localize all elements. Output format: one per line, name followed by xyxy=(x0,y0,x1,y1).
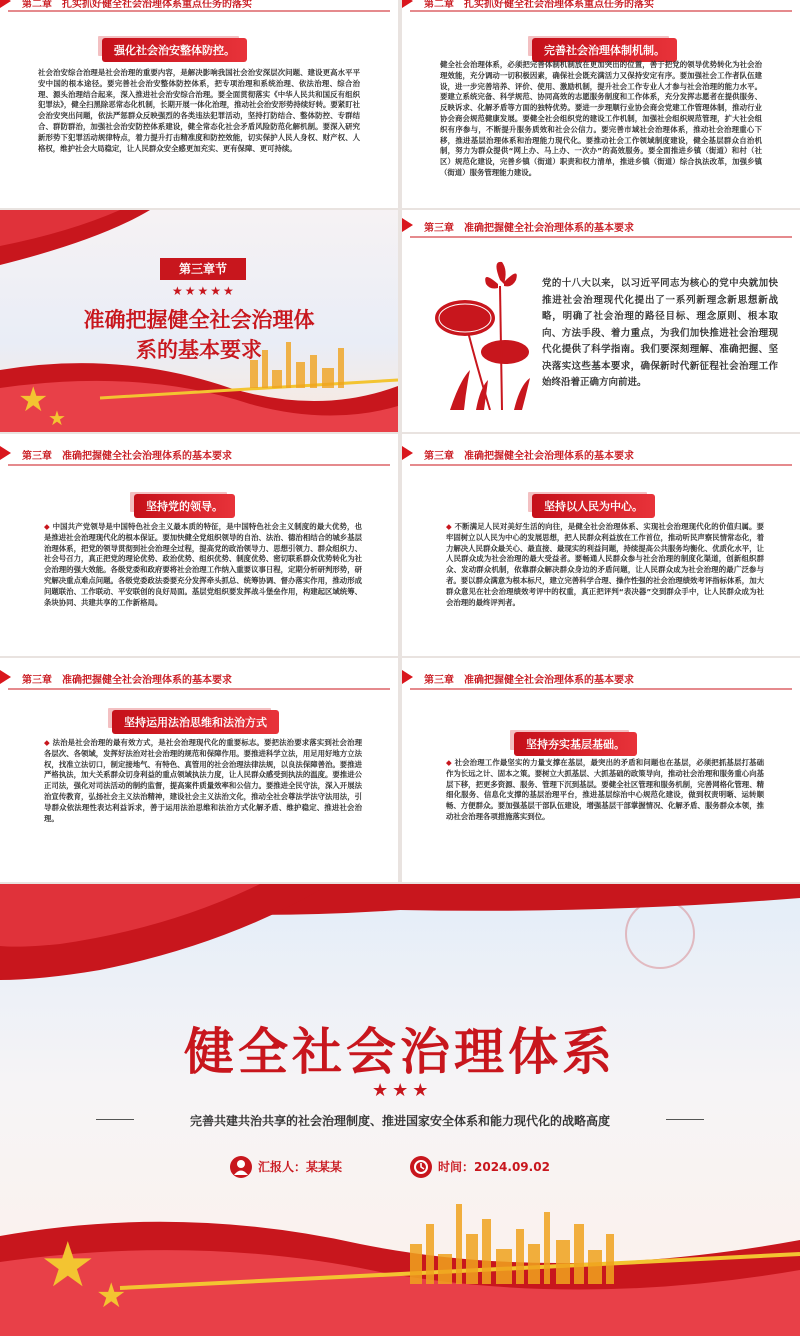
stars-row: ★★★★★ xyxy=(172,284,236,298)
header-marker xyxy=(402,446,413,460)
slide-header: 第三章 准确把握健全社会治理体系的基本要求 xyxy=(424,675,634,686)
gold-star-icon: ★ xyxy=(18,380,49,420)
slide-party-leadership xyxy=(0,434,398,656)
slide-basic-requirements-intro xyxy=(402,210,800,432)
header-marker xyxy=(0,670,11,684)
slide-header: 第三章 准确把握健全社会治理体系的基本要求 xyxy=(22,451,232,462)
slide-body: ◆ 法治是社会治理的最有效方式，是社会治理现代化的重要标志。要把法治要求落实到社会治理各层次、各领域，发挥好法治对社会治理的规范和保障作用。要推进科学立法，用足用好地方立法权，找准立法切口，制定接地气、有特色、真管用的社会治理法律法规，以良法保障善治。要推进严格执法，加大关系群众切身利益的重点领域执法力度，让人民群众感受到执法的温度。要推进公正司法，强化对司法活动的制约监督，提高案件质量效率和公信力。要推进全民守法，深入开展法治宣传教育，弘扬社会主义法治精神，建设社会主义法治文化，推动全社会尊法学法守法用法，引导群众依法理性表达利益诉求，善于运用法治思维和法治方式化解矛盾、维护稳定、推进社会治理。 xyxy=(44,738,362,824)
section-pill: 坚持党的领导。 xyxy=(134,494,235,518)
section-pill: 完善社会治理体制机制。 xyxy=(532,38,677,62)
section-pill: 坚持夯实基层基础。 xyxy=(514,732,637,756)
stars-row: ★★★ xyxy=(372,1080,433,1101)
gold-star-icon: ★ xyxy=(96,1276,127,1316)
slide-body: 健全社会治理体系，必须把完善体制机制放在更加突出的位置，善于把党的领导优势转化为社会治理效能，充分调动一切积极因素，确保社会既充满活力又保持安定有序。要加强社会工作者队伍建设，进一步完善培养、评价、使用、激励机制，提升社会工作专业人才参与社会治理的能力水平。要建立系统完备、科学规范、协同高效的志愿服务制度和工作体系，充分发挥志愿者在提供服务、反映诉求、化解矛盾等方面的独特优势。要进一步理顺行业协会商会党建工作管理体制，推动行业协会商会规范健康发展。要健全社会组织党的建设工作机制，加强社会组织规范管理，扩大社会组织有序参与，不断提升服务质效和社会公信力。要完善市域社会治理体系，推动社会治理重心下移，推进基层治理体系和治理能力现代化。要推动社会工作领域制度建设，健全基层群众自治机制，努力为群众提供“网上办、马上办、一次办”的高效服务。要全面推进乡镇（街道）和村（社区）规范化建设，完善乡镇（街道）职责和权力清单，推进乡镇（街道）综合执法改革，加强乡镇（街道）服务管理能力建设。 xyxy=(440,60,762,177)
header-divider xyxy=(410,464,792,466)
reporter-label: 汇报人：某某某 xyxy=(258,1160,343,1174)
header-divider xyxy=(410,688,792,690)
subtitle-rule xyxy=(666,1119,704,1120)
clock-icon xyxy=(410,1156,432,1178)
chapter-title-line2: 系的基本要求 xyxy=(136,338,262,362)
slide-header: 第三章 准确把握健全社会治理体系的基本要求 xyxy=(22,675,232,686)
slide-body: ◆ 社会治理工作最坚实的力量支撑在基层，最突出的矛盾和问题也在基层，必须把抓基层打基础作为长远之计、固本之策。要树立大抓基层、大抓基础的政策导向，推动社会治理和服务重心向基层下移，把更多资源、服务、管理下沉到基层。要健全社区管理和服务机制，完善网格化管理、精细化服务、信息化支撑的基层治理平台，推进基层综治中心规范化建设，做到权责明晰、运转顺畅、方便群众。要加强基层干部队伍建设，增强基层干部掌握情况、化解矛盾、服务群众本领，推动社会治理各项措施落实到位。 xyxy=(446,758,764,823)
header-marker xyxy=(0,446,11,460)
slide-people-centered xyxy=(402,434,800,656)
slide-rule-of-law xyxy=(0,658,398,882)
section-pill: 强化社会治安整体防控。 xyxy=(102,38,247,62)
slide-header: 第三章 准确把握健全社会治理体系的基本要求 xyxy=(424,223,634,234)
section-pill: 坚持以人民为中心。 xyxy=(532,494,655,518)
slide-chapter-cover xyxy=(0,210,398,432)
gold-star-icon: ★ xyxy=(48,406,66,430)
header-marker xyxy=(402,0,413,8)
header-divider xyxy=(410,236,792,238)
slide-header: 第三章 准确把握健全社会治理体系的基本要求 xyxy=(424,451,634,462)
gold-star-icon: ★ xyxy=(40,1228,96,1301)
user-icon xyxy=(230,1156,252,1178)
header-marker xyxy=(402,218,413,232)
slide-main-cover xyxy=(0,884,800,1336)
slide-header: 第二章 扎实抓好健全社会治理体系重点任务的落实 xyxy=(424,0,654,10)
section-pill: 坚持运用法治思维和法治方式 xyxy=(112,710,279,734)
slide-social-security xyxy=(0,0,398,208)
slide-body: 社会治安综合治理是社会治理的重要内容，是解决影响我国社会治安深层次问题、建设更高水平平安中国的根本途径。要完善社会治安整体防控体系，把专项治理和系统治理、依法治理、综合治理、源头治理结合起来，深入推进社会治安综合治理。要全面贯彻落实《中华人民共和国反有组织犯罪法》，健全扫黑除恶常态化机制，长期开展一体化治理，推动社会治安形势持续好转。要紧盯社会治安突出问题，依法严惩群众反映强烈的各类违法犯罪活动，坚持打防结合、整体防控、专群结合、群防群治，加强社会治安防控体系建设，健全常态化社会矛盾风险防范化解机制。要深入研究新形势下犯罪活动规律特点，着力提升打击精准度和防控效能，切实保护人民人身权、财产权、人格权，维护社会大局稳定，让人民群众安全感更加充实、更有保障、更可持续。 xyxy=(38,68,360,153)
chapter-badge: 第三章节 xyxy=(160,258,246,280)
slide-body: 党的十八大以来，以习近平同志为核心的党中央就加快推进社会治理现代化提出了一系列新理念新思想新战略，明确了社会治理的路径目标、理念原则、根本取向、方法手段、着力重点，为我们加快推进社会治理现代化提供了科学指南。我们要深刻理解、准确把握、坚决落实这些基本要求，确保新时代新征程社会治理工作始终沿着正确方向前进。 xyxy=(542,278,778,388)
header-divider xyxy=(8,10,390,12)
slide-grassroots xyxy=(402,658,800,882)
cover-title: 健全社会治理体系 xyxy=(184,1023,616,1081)
slide-body: ◆ 不断满足人民对美好生活的向往，是健全社会治理体系、实现社会治理现代化的价值归属。要牢固树立以人民为中心的发展思想，把人民群众利益放在工作首位，推动听民声察民情常态化，着力解决人民群众最关心、最直接、最现实的利益问题，持续提高公共服务均衡化、优质化水平，让人民群众成为社会治理的最大受益者。要畅通人民群众参与社会治理的制度化渠道，创新组织群众、发动群众机制，依靠群众解决群众身边的矛盾问题，让人民群众成为社会治理的最广泛参与者。要以群众满意为根本标尺，建立完善科学合理、操作性强的社会治理绩效考评指标体系，加大群众意见在社会治理绩效考评中的权重，真正把评判“表决器”交到群众手中，让人民群众成为社会治理的最终评判者。 xyxy=(446,522,764,608)
cover-subtitle: 完善共建共治共享的社会治理制度、推进国家安全体系和能力现代化的战略高度 xyxy=(189,1114,610,1128)
header-divider xyxy=(8,688,390,690)
slide-header: 第二章 扎实抓好健全社会治理体系重点任务的落实 xyxy=(22,0,252,10)
header-marker xyxy=(402,670,413,684)
subtitle-rule xyxy=(96,1119,134,1120)
slide-body: ◆ 中国共产党领导是中国特色社会主义最本质的特征，是中国特色社会主义制度的最大优势，也是推进社会治理现代化的根本保证。要加快健全党组织领导的自治、法治、德治相结合的城乡基层治理体系，把党的领导贯彻到社会治理全过程，提高党的政治领导力、思想引领力、群众组织力、社会号召力，真正把党的理论优势、政治优势、组织优势、制度优势、密切联系群众优势转化为社会治理的强大效能。各级党委和政府要将社会治理工作纳入重要议事日程，定期分析研判形势，研究解决重点难点问题。各级党委政法委要充分发挥牵头抓总、统筹协调、督办落实作用，推动形成问题联治、工作联动、平安联创的良好局面。基层党组织要发挥战斗堡垒作用，构建起区域统筹、条块协同、共建共享的工作新格局。 xyxy=(44,522,362,608)
header-divider xyxy=(8,464,390,466)
slide-mechanism xyxy=(402,0,800,208)
chapter-title-line1: 准确把握健全社会治理体 xyxy=(83,308,315,332)
time-label: 时间：2024.09.02 xyxy=(438,1160,550,1174)
header-marker xyxy=(0,0,11,8)
cover-decoration xyxy=(0,884,800,1336)
header-divider xyxy=(410,10,792,12)
lotus-icon xyxy=(430,260,540,410)
